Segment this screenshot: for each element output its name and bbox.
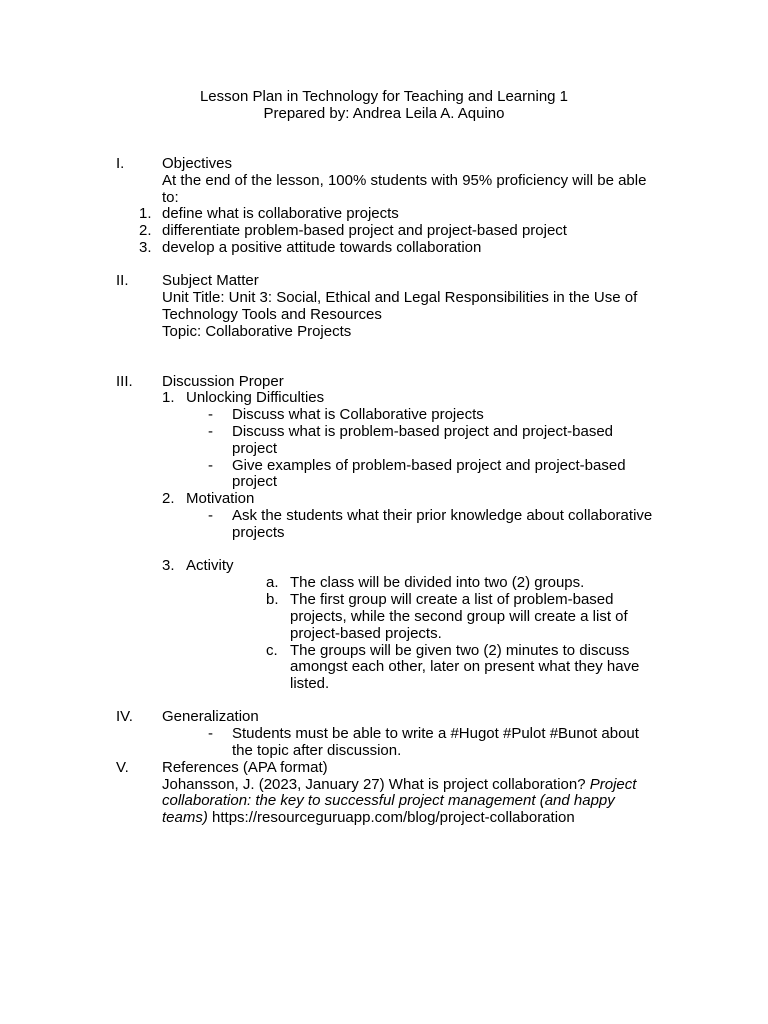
section-numeral: V. (116, 759, 129, 776)
subheading-motivation: Motivation (186, 490, 255, 507)
reference-title: Project (589, 776, 637, 793)
document-title: Lesson Plan in Technology for Teaching and Learning 1 (199, 88, 569, 105)
section-heading-objectives: Objectives (162, 155, 233, 172)
bullet-text: Ask the students what their prior knowledge about collaborative (232, 507, 653, 524)
bullet-text-cont: projects (232, 524, 285, 541)
subheading-activity: Activity (186, 557, 234, 574)
bullet-text-cont: project (232, 473, 278, 490)
list-letter: c. (266, 642, 278, 659)
bullet-text-cont: project (232, 440, 278, 457)
list-number: 1. (162, 389, 175, 406)
bullet-text: Discuss what is problem-based project and project-based (232, 423, 614, 440)
bullet-text-cont: the topic after discussion. (232, 742, 402, 759)
activity-item-cont: projects, while the second group will create a list of (290, 608, 628, 625)
section-heading-references: References (APA format) (162, 759, 328, 776)
list-number: 2. (162, 490, 175, 507)
reference-url: https://resourceguruapp.com/blog/project-collaboration (212, 809, 575, 826)
bullet-dash: - (208, 423, 213, 440)
bullet-text: Discuss what is Collaborative projects (232, 406, 484, 423)
objectives-intro-cont: to: (162, 189, 179, 206)
reference-entry-cont (162, 809, 575, 826)
objective-item: define what is collaborative projects (162, 205, 399, 222)
activity-item-cont: amongst each other, later on present what they have (290, 658, 640, 675)
bullet-dash: - (208, 507, 213, 524)
section-numeral: I. (116, 155, 125, 172)
activity-item: The first group will create a list of problem-based (290, 591, 614, 608)
reference-entry (162, 776, 636, 793)
list-letter: a. (266, 574, 279, 591)
reference-title-cont: collaboration: the key to successful project management (and happy (162, 792, 615, 809)
subheading-unlocking: Unlocking Difficulties (186, 389, 325, 406)
list-letter: b. (266, 591, 279, 608)
section-numeral: IV. (116, 708, 133, 725)
unit-title: Unit Title: Unit 3: Social, Ethical and Legal Responsibilities in the Use of (162, 289, 638, 306)
reference-title-end: teams) (162, 809, 208, 826)
section-numeral: III. (116, 373, 133, 390)
section-heading-generalization: Generalization (162, 708, 259, 725)
activity-item: The class will be divided into two (2) groups. (290, 574, 585, 591)
bullet-text: Give examples of problem-based project and project-based (232, 457, 626, 474)
list-number: 1. (139, 205, 152, 222)
objectives-intro: At the end of the lesson, 100% students with 95% proficiency will be able (162, 172, 647, 189)
unit-title-cont: Technology Tools and Resources (162, 306, 382, 323)
topic: Topic: Collaborative Projects (162, 323, 352, 340)
bullet-dash: - (208, 406, 213, 423)
list-number: 2. (139, 222, 152, 239)
section-numeral: II. (116, 272, 129, 289)
objective-item: differentiate problem-based project and project-based project (162, 222, 567, 239)
list-number: 3. (139, 239, 152, 256)
activity-item: The groups will be given two (2) minutes to discuss (290, 642, 630, 659)
objective-item: develop a positive attitude towards collaboration (162, 239, 482, 256)
activity-item-cont: listed. (290, 675, 330, 692)
section-heading-subject-matter: Subject Matter (162, 272, 259, 289)
bullet-dash: - (208, 457, 213, 474)
prepared-by: Prepared by: Andrea Leila A. Aquino (263, 105, 505, 122)
list-number: 3. (162, 557, 175, 574)
section-heading-discussion: Discussion Proper (162, 373, 284, 390)
bullet-text: Students must be able to write a #Hugot #Pulot #Bunot about (232, 725, 639, 742)
reference-author: Johansson, J. (2023, January 27) What is project collaboration? (162, 776, 586, 793)
activity-item-cont: project-based projects. (290, 625, 442, 642)
reference-entry-cont (162, 792, 615, 809)
bullet-dash: - (208, 725, 213, 742)
